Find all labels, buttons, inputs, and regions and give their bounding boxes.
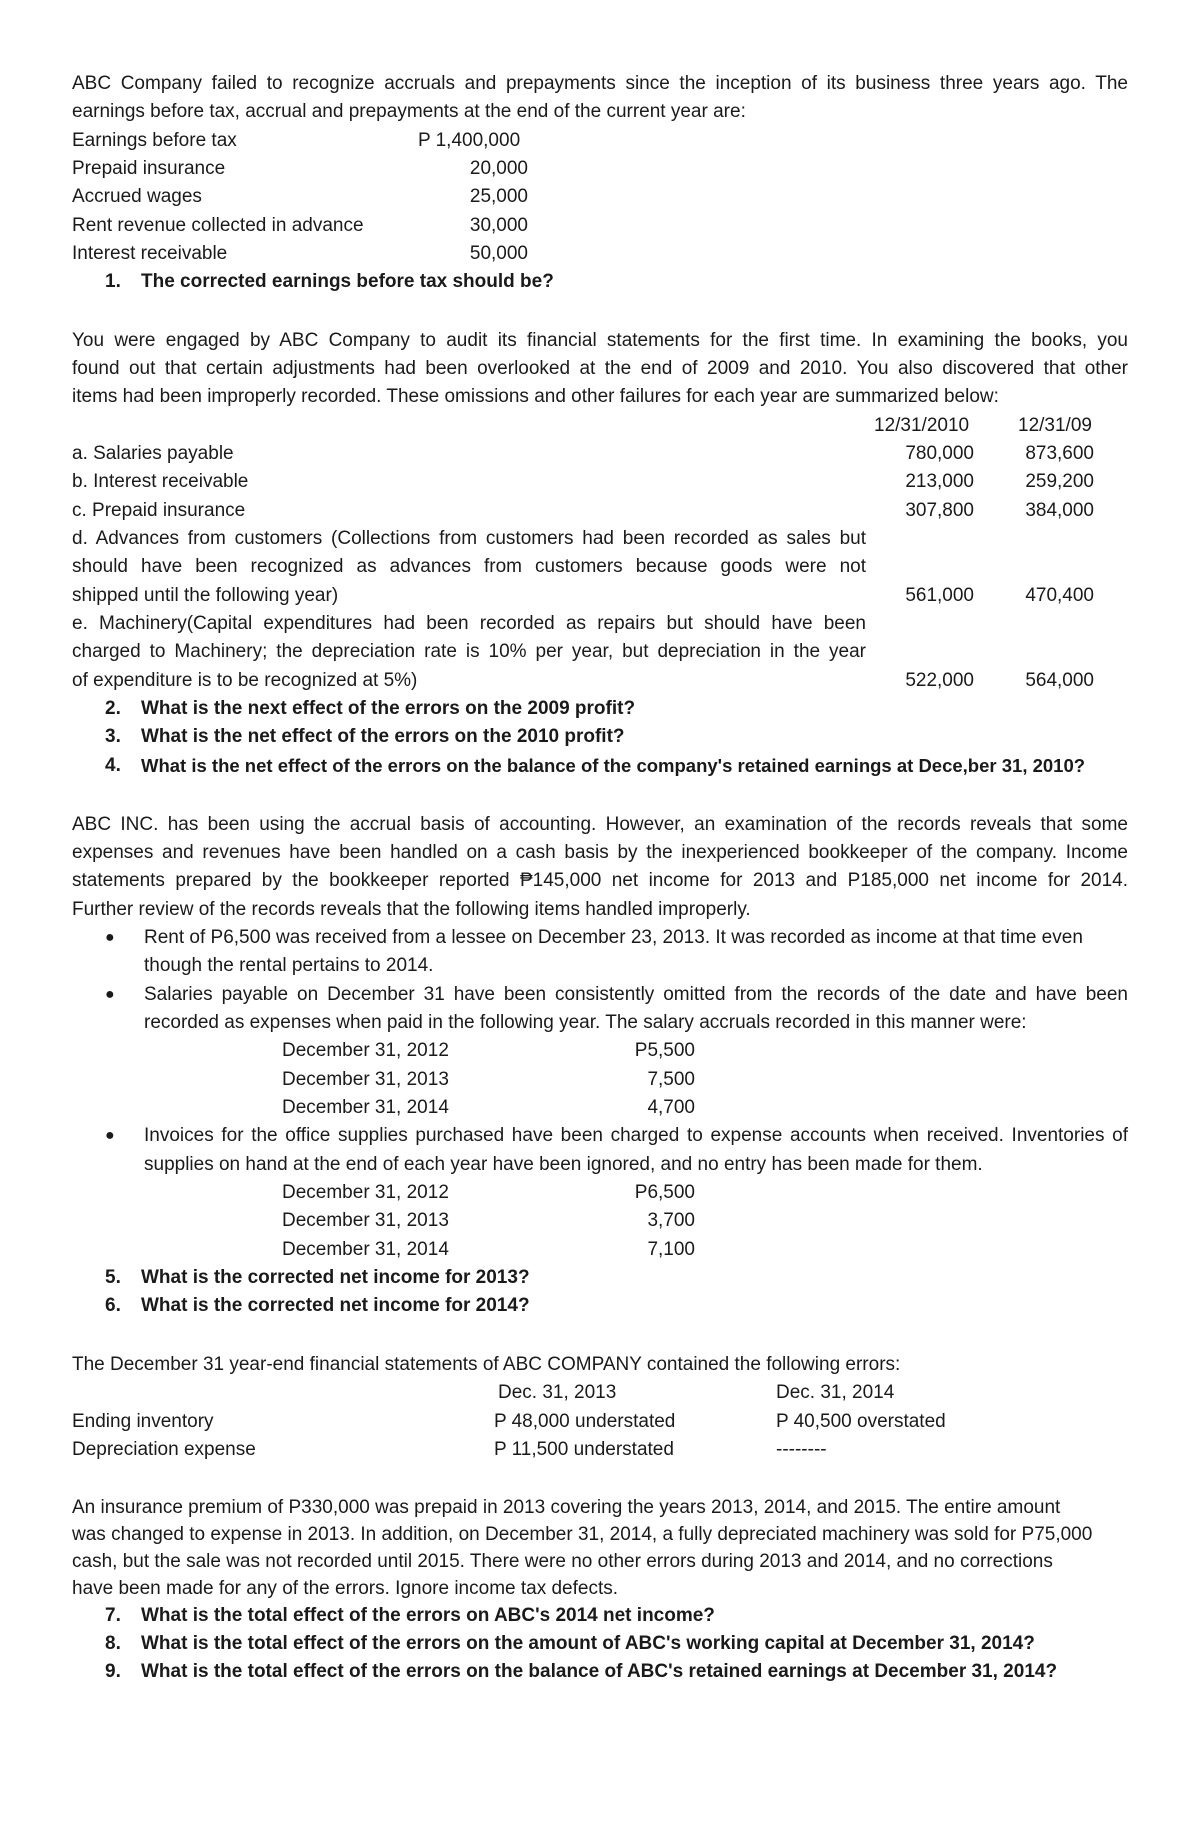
row-label: b. Interest receivable	[72, 471, 249, 492]
paragraph-line: The December 31 year-end financial statements of ABC COMPANY contained the following errors:	[72, 1354, 901, 1375]
bullet-text: Rent of P6,500 was received from a lessee on December 23, 2013. It was recorded as income at that time even	[144, 927, 1083, 948]
question-text: What is the net effect of the errors on the 2010 profit?	[141, 726, 625, 747]
paragraph-line: cash, but the sale was not recorded until 2015. There were no other errors during 2013 and 2014, and no corrections	[72, 1551, 1053, 1572]
question-number: 1.	[105, 271, 121, 292]
row-value-2014: --------	[776, 1439, 827, 1460]
question-text: What is the net effect of the errors on the balance of the company's retained earnings at Dece,ber 31, 2010?	[141, 755, 1086, 776]
item-label: Prepaid insurance	[72, 158, 226, 179]
question-text: What is the total effect of the errors on ABC's 2014 net income?	[141, 1605, 715, 1626]
row-value-2010: 780,000	[905, 443, 974, 464]
row-value-2009: 259,200	[1025, 471, 1094, 492]
inventory-amount: P6,500	[634, 1182, 695, 1203]
row-label: a. Salaries payable	[72, 443, 234, 464]
bullet-icon: ●	[105, 986, 115, 1003]
column-header: Dec. 31, 2013	[498, 1382, 617, 1403]
row-value-2010: 522,000	[905, 670, 974, 691]
item-value: 20,000	[469, 158, 528, 179]
paragraph-line: statements prepared by the bookkeeper reported ₱145,000 net income for 2013 and P185,000 net income for 2014.	[72, 870, 1128, 891]
row-value-2009: 564,000	[1025, 670, 1094, 691]
question-number: 4.	[105, 755, 121, 776]
row-label: of expenditure is to be recognized at 5%)	[72, 670, 418, 691]
question-number: 9.	[105, 1661, 121, 1682]
row-label: c. Prepaid insurance	[72, 500, 246, 521]
row-label: e. Machinery(Capital expenditures had been recorded as repairs but should have been	[72, 613, 866, 634]
column-header: Dec. 31, 2014	[776, 1382, 895, 1403]
item-label: Interest receivable	[72, 243, 228, 264]
bullet-text: supplies on hand at the end of each year have been ignored, and no entry has been made for them.	[144, 1154, 983, 1175]
item-label: Accrued wages	[72, 186, 202, 207]
bullet-text: recorded as expenses when paid in the following year. The salary accruals recorded in this manner were:	[144, 1012, 1027, 1033]
bullet-text: though the rental pertains to 2014.	[144, 955, 434, 976]
row-value-2009: 470,400	[1025, 585, 1094, 606]
bullet-text: Salaries payable on December 31 have been consistently omitted from the records of the date and have been	[144, 984, 1128, 1005]
accrual-amount: 4,700	[647, 1097, 695, 1118]
question-text: What is the next effect of the errors on the 2009 profit?	[141, 698, 636, 719]
question-number: 2.	[105, 698, 121, 719]
accrual-date: December 31, 2013	[282, 1069, 449, 1090]
row-value-2010: 307,800	[905, 500, 974, 521]
accrual-date: December 31, 2014	[282, 1097, 449, 1118]
row-value-2010: 561,000	[905, 585, 974, 606]
item-value: P 1,400,000	[418, 130, 521, 151]
row-value-2009: 384,000	[1025, 500, 1094, 521]
row-label: shipped until the following year)	[72, 585, 339, 606]
column-header: 12/31/09	[1018, 415, 1092, 436]
question-number: 8.	[105, 1633, 121, 1654]
row-label: Ending inventory	[72, 1411, 214, 1432]
paragraph-line: expenses and revenues have been handled on a cash basis by the inexperienced bookkeeper of the company. Income	[72, 842, 1128, 863]
paragraph-line: items had been improperly recorded. These omissions and other failures for each year are summarized below:	[72, 386, 999, 407]
row-value-2013: P 11,500 understated	[494, 1439, 674, 1460]
inventory-date: December 31, 2014	[282, 1239, 449, 1260]
paragraph-line: Further review of the records reveals that the following items handled improperly.	[72, 899, 751, 920]
accrual-amount: P5,500	[634, 1040, 695, 1061]
row-label: should have been recognized as advances from customers because goods were not	[72, 556, 866, 577]
row-value-2009: 873,600	[1025, 443, 1094, 464]
item-label: Rent revenue collected in advance	[72, 215, 364, 236]
question-number: 3.	[105, 726, 121, 747]
question-number: 5.	[105, 1267, 121, 1288]
accrual-amount: 7,500	[647, 1069, 695, 1090]
paragraph-line: was changed to expense in 2013. In addition, on December 31, 2014, a fully depreciated machinery was sold for P75,000	[72, 1524, 1093, 1545]
question-number: 6.	[105, 1295, 121, 1316]
row-value-2014: P 40,500 overstated	[776, 1411, 946, 1432]
row-value-2010: 213,000	[905, 471, 974, 492]
inventory-date: December 31, 2013	[282, 1210, 449, 1231]
question-text: The corrected earnings before tax should be?	[141, 271, 554, 292]
question-number: 7.	[105, 1605, 121, 1626]
inventory-date: December 31, 2012	[282, 1182, 449, 1203]
item-value: 30,000	[469, 215, 528, 236]
paragraph-line: found out that certain adjustments had been overlooked at the end of 2009 and 2010. You also discovered that other	[72, 358, 1128, 379]
paragraph-line: You were engaged by ABC Company to audit its financial statements for the first time. In examining the books, you	[72, 330, 1128, 351]
item-label: Earnings before tax	[72, 130, 237, 151]
accrual-date: December 31, 2012	[282, 1040, 449, 1061]
row-label: d. Advances from customers (Collections from customers had been recorded as sales but	[72, 528, 866, 549]
paragraph-line: An insurance premium of P330,000 was prepaid in 2013 covering the years 2013, 2014, and 2015. The entire amount	[72, 1497, 1061, 1518]
bullet-text: Invoices for the office supplies purchased have been charged to expense accounts when received. Inventories of	[144, 1125, 1128, 1146]
inventory-amount: 7,100	[647, 1239, 695, 1260]
paragraph-line: ABC Company failed to recognize accruals and prepayments since the inception of its business three years ago. The	[72, 73, 1128, 94]
item-value: 50,000	[469, 243, 528, 264]
row-label: Depreciation expense	[72, 1439, 256, 1460]
bullet-icon: ●	[105, 1127, 115, 1144]
bullet-icon: ●	[105, 929, 115, 946]
question-text: What is the corrected net income for 2013?	[141, 1267, 530, 1288]
row-value-2013: P 48,000 understated	[494, 1411, 676, 1432]
question-text: What is the corrected net income for 2014?	[141, 1295, 530, 1316]
question-text: What is the total effect of the errors on the amount of ABC's working capital at December 31, 2014?	[141, 1633, 1035, 1654]
paragraph-line: have been made for any of the errors. Ignore income tax defects.	[72, 1578, 619, 1599]
question-text: What is the total effect of the errors on the balance of ABC's retained earnings at December 31, 2014?	[141, 1661, 1058, 1682]
row-label: charged to Machinery; the depreciation rate is 10% per year, but depreciation in the year	[72, 641, 866, 662]
paragraph-line: earnings before tax, accrual and prepayments at the end of the current year are:	[72, 101, 746, 122]
paragraph-line: ABC INC. has been using the accrual basis of accounting. However, an examination of the records reveals that some	[72, 814, 1128, 835]
inventory-amount: 3,700	[647, 1210, 695, 1231]
column-header: 12/31/2010	[874, 415, 970, 436]
item-value: 25,000	[469, 186, 528, 207]
